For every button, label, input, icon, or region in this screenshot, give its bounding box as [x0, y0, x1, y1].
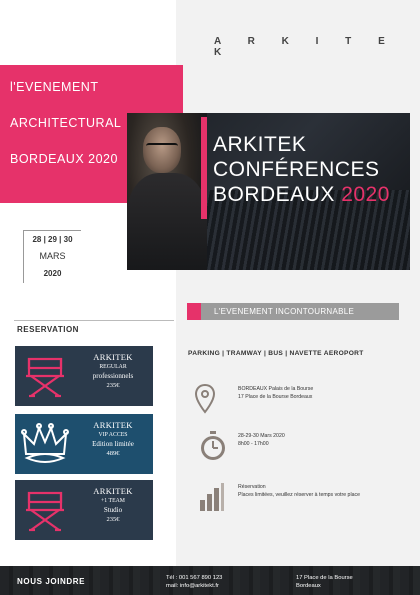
info-schedule-line-2: 8h00 - 17h00: [238, 440, 269, 447]
reservation-divider: [14, 320, 174, 321]
ticket-card-team[interactable]: [15, 480, 153, 540]
ticket-name: ARKITEK: [93, 352, 133, 362]
info-reservation-line-1: Réservation: [238, 484, 266, 490]
footer-email[interactable]: mail: info@arkitekt.fr: [166, 583, 219, 590]
ticket-card-regular-text: [75, 352, 151, 389]
hero-city: BORDEAUX: [213, 183, 342, 206]
transport-info: PARKING | TRAMWAY | BUS | NAVETTE AEROPORT: [188, 350, 364, 357]
ticket-card-team-text: [75, 486, 151, 523]
info-schedule: [238, 433, 285, 448]
bar-chart-icon: [199, 482, 225, 512]
hero-title-line-2: CONFÉRENCES: [213, 158, 380, 181]
hero-year: 2020: [341, 183, 390, 206]
banner-text: L'EVENEMENT INCONTOURNABLE: [214, 307, 355, 316]
ticket-desc: professionnels: [92, 372, 134, 380]
footer-contact: [166, 574, 222, 590]
footer-address-line-2: Bordeaux: [296, 583, 321, 590]
footer-address-line-1: 17 Place de la Bourse: [296, 575, 353, 581]
banner-accent: [187, 303, 201, 320]
info-location-line-1: BORDEAUX Palais de la Bourse: [238, 386, 314, 392]
event-year: 2020: [43, 269, 62, 278]
ticket-price: 489€: [106, 450, 120, 457]
ticket-name: ARKITEK: [93, 420, 133, 430]
info-reservation: [238, 484, 360, 499]
event-days: 28 | 29 | 30: [32, 235, 73, 244]
info-reservation-line-2: Places limitées, veuillez réserver à temps votre place: [238, 491, 360, 498]
location-pin-icon: [194, 384, 216, 414]
info-location: [238, 386, 313, 401]
footer-phone[interactable]: Tél : 001 567 890 123: [166, 575, 223, 581]
speaker-photo: [127, 113, 207, 270]
ticket-card-vip-text: [75, 420, 151, 457]
hero-image: [127, 113, 410, 270]
ticket-tier: VIP ACCES: [98, 432, 128, 438]
footer-title: NOUS JOINDRE: [17, 577, 86, 586]
footer-address: [296, 574, 353, 590]
directors-chair-icon: [21, 352, 69, 400]
ticket-card-regular[interactable]: [15, 346, 153, 406]
brand-logo-text: A R K I T E K: [214, 36, 397, 58]
hero-accent-bar: [201, 117, 207, 219]
directors-chair-icon: [21, 486, 69, 534]
info-schedule-line-1: 28-29-30 Mars 2020: [238, 433, 285, 439]
ticket-tier: REGULAR: [99, 364, 127, 370]
headline-line-2: ARCHITECTURAL: [10, 116, 122, 130]
hero-title-line-1: ARKITEK: [213, 133, 307, 156]
ticket-tier: +1 TEAM: [101, 498, 125, 504]
info-location-line-2: 17 Place de la Bourse Bordeaux: [238, 393, 313, 400]
hero-title-line-3: [213, 183, 390, 207]
crown-icon: [21, 420, 69, 468]
ticket-price: 235€: [106, 382, 120, 389]
ticket-name: ARKITEK: [93, 486, 133, 496]
reservation-title: RESERVATION: [17, 325, 79, 334]
ticket-desc: Edition limitée: [92, 440, 134, 448]
ticket-card-vip[interactable]: [15, 414, 153, 474]
event-month: MARS: [39, 251, 66, 261]
ticket-desc: Studio: [103, 506, 123, 514]
headline-line-1: l'EVENEMENT: [10, 80, 99, 94]
ticket-price: 235€: [106, 516, 120, 523]
stopwatch-icon: [199, 430, 227, 462]
headline-line-3: BORDEAUX 2020: [10, 152, 118, 166]
